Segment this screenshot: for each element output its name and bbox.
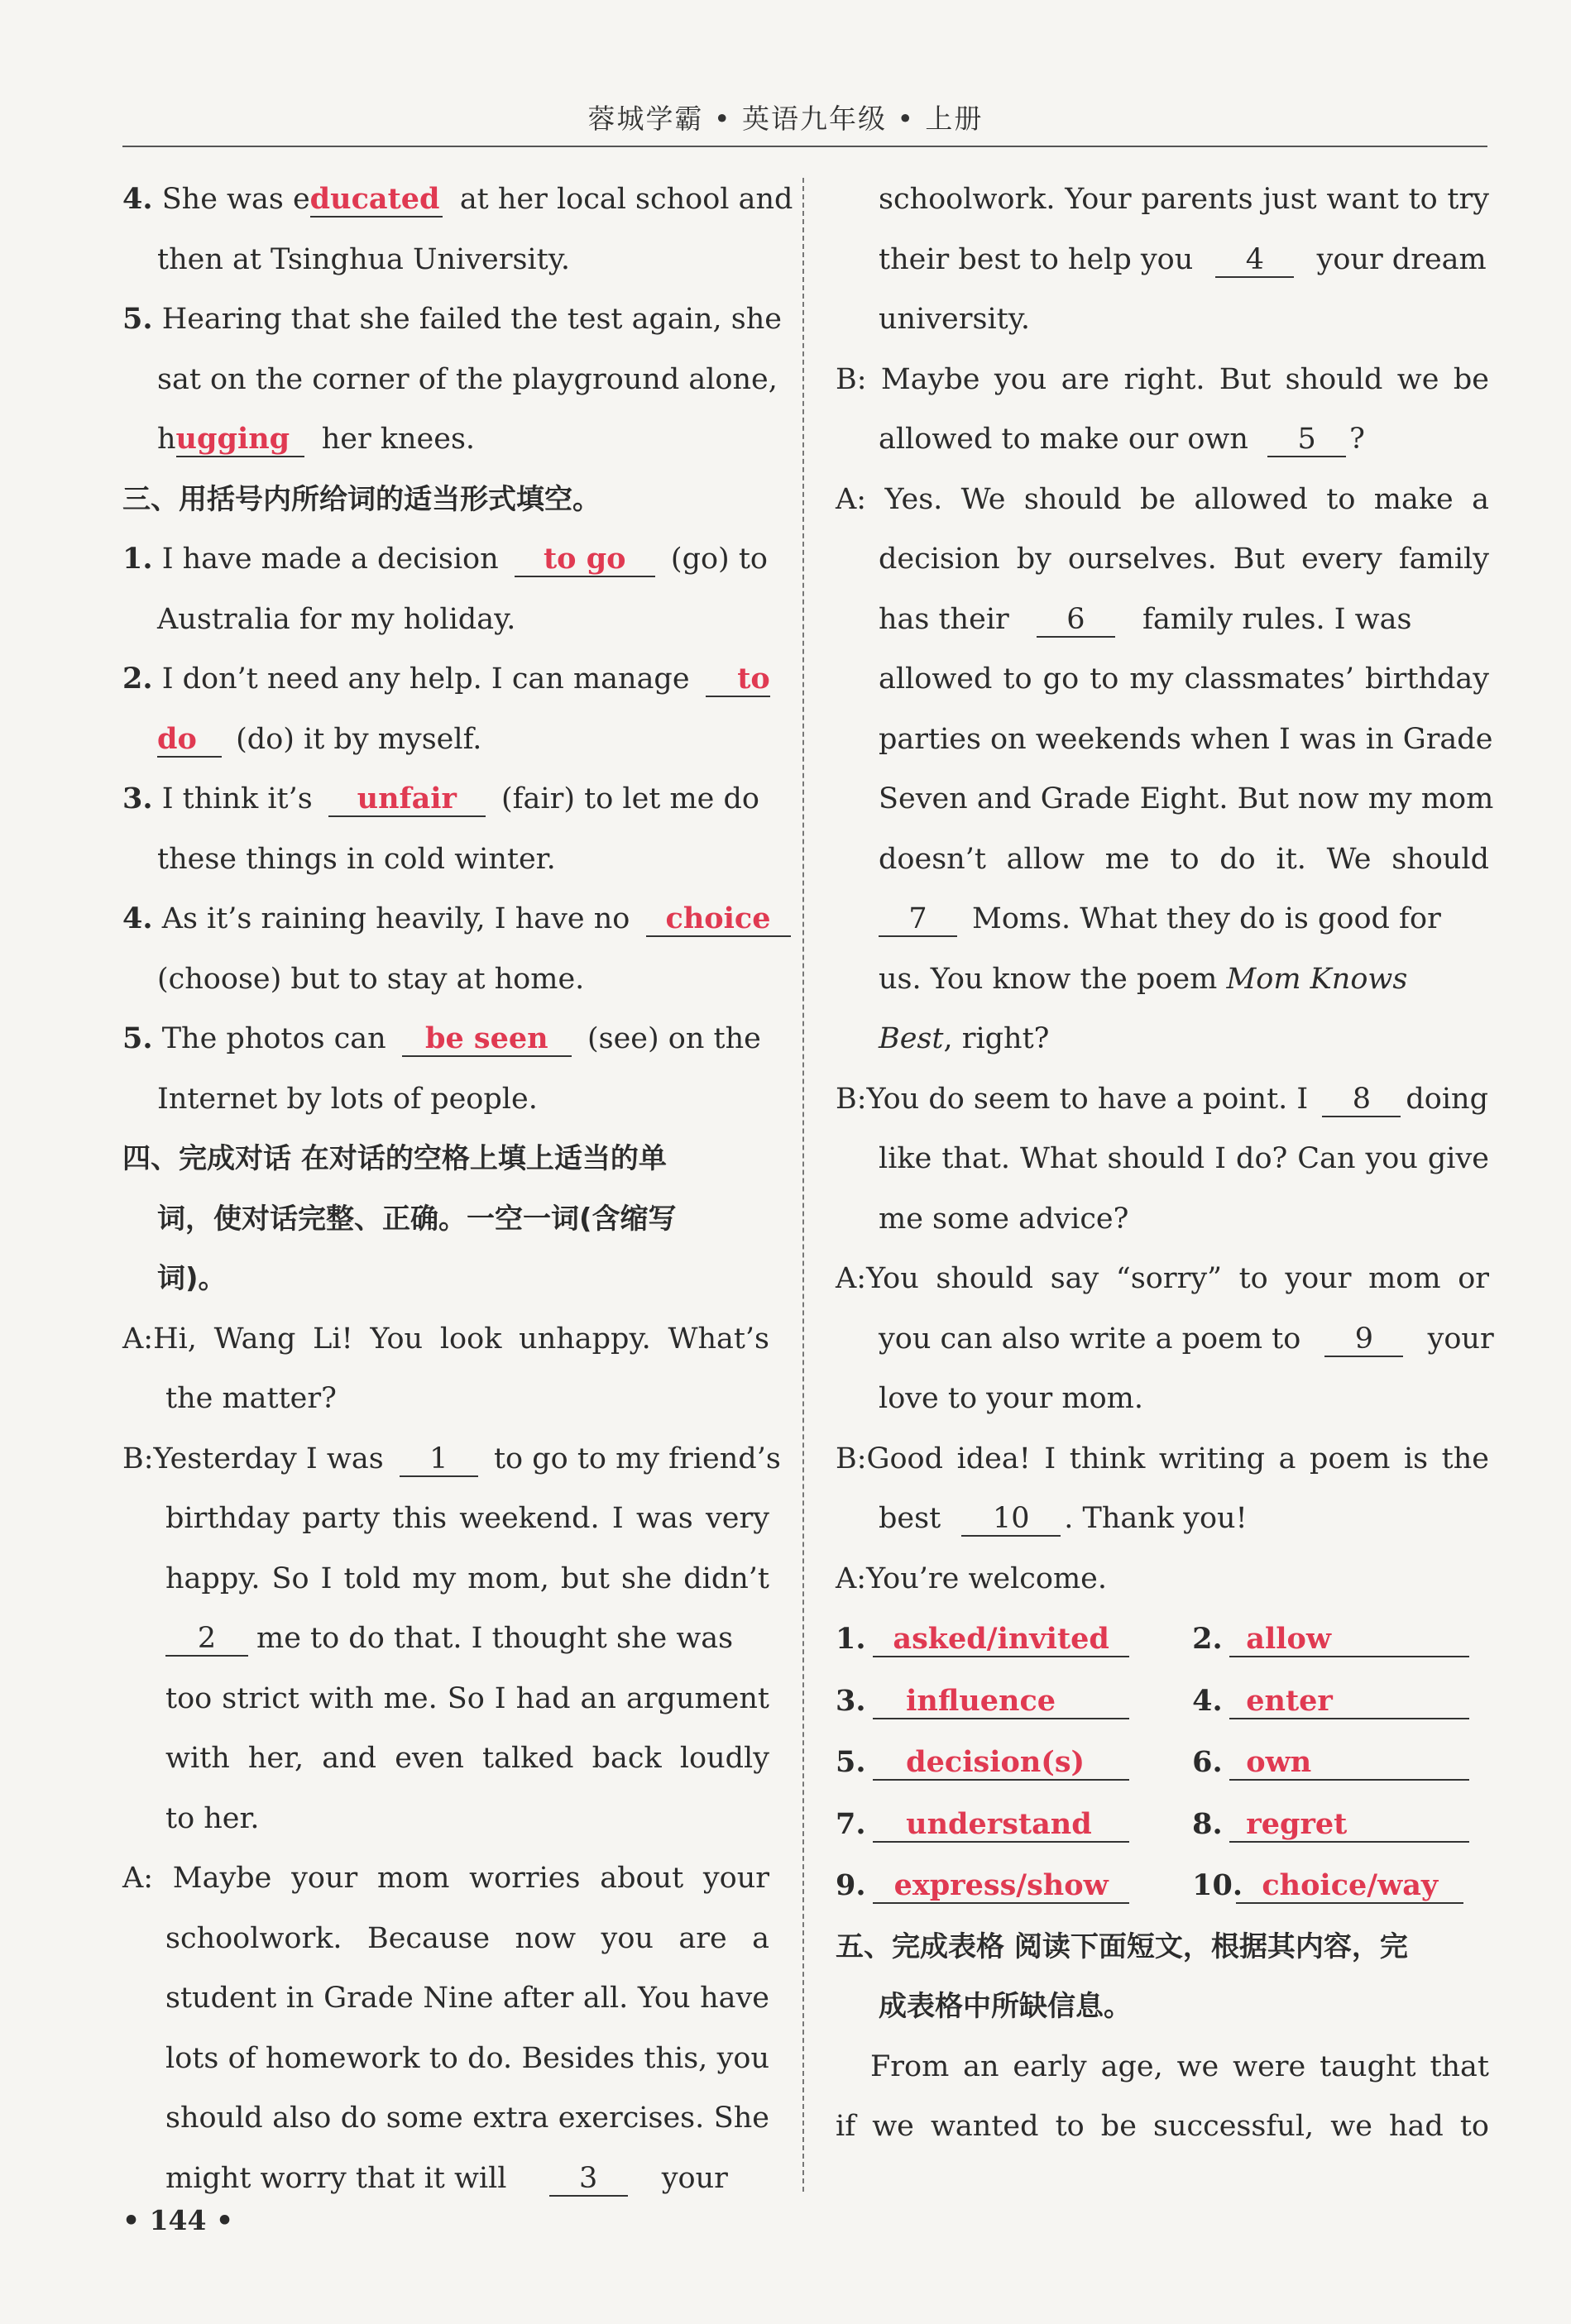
running-header: 蓉城学霸 • 英语九年级 • 上册 (587, 103, 984, 135)
dialogue-blank: 7 (879, 902, 957, 937)
dialogue-blank: 1 (400, 1442, 478, 1477)
answer-blank: allow (1229, 1623, 1469, 1657)
answer-blank: own (1229, 1746, 1469, 1781)
dialogue-blank: 8 (1322, 1083, 1401, 1117)
page-number: • 144 • (122, 2204, 234, 2236)
q4-line: 4. She was educated at her local school and (122, 170, 769, 230)
answer-blank: be seen (402, 1022, 572, 1057)
answer-blank: choice (646, 902, 791, 937)
left-column: 4. She was educated at her local school and then at Tsinghua University. 5. Hearing that she failed the test again, she sat on the corner of the playground alone, hugging her knees. 三、用括号内所给词的适当形式填空。 1. I have made a decision to go (go) to Australia for my holiday. 2. I don’t need any help. I can manage to do (do) it by myself. 3. I think it’s unfair (fair) to let me do these things in cold winter. 4. As it’s raining heavily, I have no choice (choose) but to stay at home. 5. The photos can be seen (see) on the Internet by lots of people. 四、完成对话 在对话的空格上填上适当的单 词，使对话完整、正确。一空一词(含缩写 词)。 A:Hi, Wang Li! You look unhappy. What’s the matter? B:Yesterday I was 1 to go to my friend’s birthday party this weekend. I was very happy. So I told my mom, but she didn’t 2 me to do that. I thought she was too strict with me. So I had an argument with her, and even talked back loudly to her. A: Maybe your mom worries about your schoolwork. Because now you are a student in Grade Nine after all. You have lots of homework to do. Besides this, you should also do some extra exercises. She might worry that it will 3 your (122, 170, 769, 2208)
dialogue-blank: 9 (1324, 1322, 1403, 1357)
dialogue-blank: 3 (549, 2162, 628, 2197)
answer-blank: influence (873, 1685, 1129, 1719)
answer-blank: ducated (310, 183, 443, 218)
dialogue-blank: 5 (1267, 423, 1346, 457)
answer-blank: unfair (328, 782, 486, 817)
answer-blank: choice/way (1236, 1869, 1463, 1904)
answer-grid: 1. asked/invited 2. allow 3. influence 4. enter 5. decision(s) 6. own 7. understand 8. regret 9. express/show 10. choice/way (836, 1609, 1489, 1917)
section-3-heading: 三、用括号内所给词的适当形式填空。 (122, 482, 601, 516)
answer-blank: enter (1229, 1685, 1469, 1719)
answer-blank: ugging (176, 423, 304, 457)
q5-line: 5. Hearing that she failed the test again, she (122, 302, 782, 336)
dialogue-blank: 10 (961, 1502, 1061, 1537)
dialogue-blank: 4 (1215, 243, 1294, 278)
header-rule (122, 146, 1487, 147)
answer-blank: asked/invited (873, 1623, 1129, 1657)
answer-blank: understand (873, 1808, 1129, 1843)
answer-blank: regret (1229, 1808, 1469, 1843)
section-5-heading: 五、完成表格 阅读下面短文，根据其内容，完 (836, 1929, 1408, 1963)
right-column: schoolwork. Your parents just want to try their best to help you 4 your dream university. B: Maybe you are right. But should we be allowed to make our own 5 ? A: Yes. We should be allowed to make a decision by ourselves. But every family has their 6 family rules. I was allowed to go to my classmates’ birthday parties on weekends when I was in Grade Seven and Grade Eight. But now my mom doesn’t allow me to do it. We should 7 Moms. What they do is good for us. You know the poem Mom Knows Best, right? B:You do seem to have a point. I 8 doing like that. What should I do? Can you give me some advice? A:You should say “sorry” to your mom or you can also write a poem to 9 your love to your mom. B:Good idea! I think writing a poem is the best 10 . Thank you! A:You’re welcome. 1. asked/invited 2. allow 3. influence 4. enter 5. decision(s) 6. own 7. understand 8. regret 9. express/show 10. choice/way 五、完成表格 阅读下面短文，根据其内容，完 成表格中所缺信息。 From an early age, we were taught that if we wanted to be successful, we had to (836, 183, 1494, 2143)
answer-blank: to (706, 662, 770, 697)
answer-blank: decision(s) (873, 1746, 1129, 1781)
dialogue-blank: 6 (1037, 603, 1115, 638)
dialogue-blank: 2 (165, 1622, 248, 1657)
answer-blank: express/show (873, 1869, 1129, 1904)
answer-blank: to go (515, 543, 655, 577)
answer-blank: do (157, 723, 222, 758)
section-4-heading: 四、完成对话 在对话的空格上填上适当的单 (122, 1142, 667, 1175)
column-divider (802, 178, 804, 2192)
